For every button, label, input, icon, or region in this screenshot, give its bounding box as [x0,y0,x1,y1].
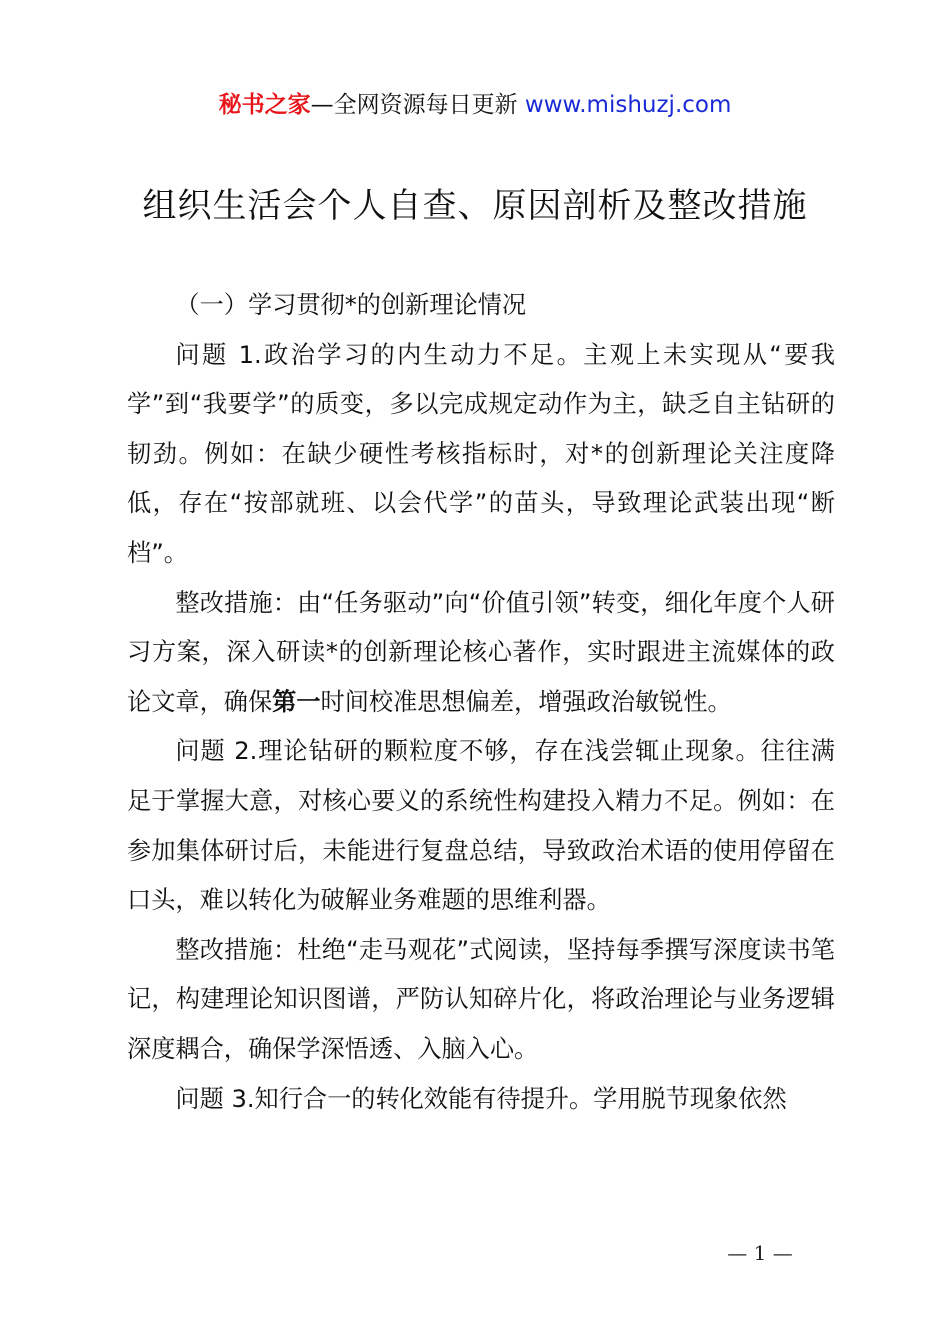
paragraph-problem-2: 问题 2.理论钻研的颗粒度不够，存在浅尝辄止现象。往往满足于掌握大意，对核心要义的系统性构建投入精力不足。例如：在参加集体研讨后，未能进行复盘总结，导致政治术语的使用停留在口头，难以转化为破解业务难题的思维利器。 [127,737,835,915]
header-tagline: —全网资源每日更新 [310,92,525,118]
document-title: 组织生活会个人自查、原因剖析及整改措施 [142,186,808,226]
document-body [127,281,835,1124]
site-header [0,88,950,122]
measure-1-text-end: 时间校准思想偏差，增强政治敏锐性。 [320,687,732,716]
paragraph-measure-2: 整改措施：杜绝“走马观花”式阅读，坚持每季撰写深度读书笔记，构建理论知识图谱，严防认知碎片化，将政治理论与业务逻辑深度耦合，确保学深悟透、入脑入心。 [127,935,835,1063]
site-url-link[interactable]: www.mishuzj.com [524,92,732,118]
measure-1-text-start: 整改措施：由“任务驱动”向“价值引领”转变，细化年度个人研习方案，深入研读*的创新理论核心著作，实时跟进主流媒体的政论文章，确保 [127,588,835,716]
measure-1-bold-text: 第一 [272,687,321,716]
paragraph-problem-1: 问题 1.政治学习的内生动力不足。主观上未实现从“要我学”到“我要学”的质变，多以完成规定动作为主，缺乏自主钻研的韧劲。例如：在缺少硬性考核指标时，对*的创新理论关注度降低，存在“按部就班、以会代学”的苗头，导致理论武装出现“断档”。 [127,340,835,567]
paragraph-problem-3: 问题 3.知行合一的转化效能有待提升。学用脱节现象依然 [175,1084,787,1113]
page-number: — 1 — [727,1241,793,1265]
paragraph-measure-1 [127,579,835,728]
section-heading: （一）学习贯彻*的创新理论情况 [175,291,527,319]
brand-name: 秘书之家 [218,92,311,118]
